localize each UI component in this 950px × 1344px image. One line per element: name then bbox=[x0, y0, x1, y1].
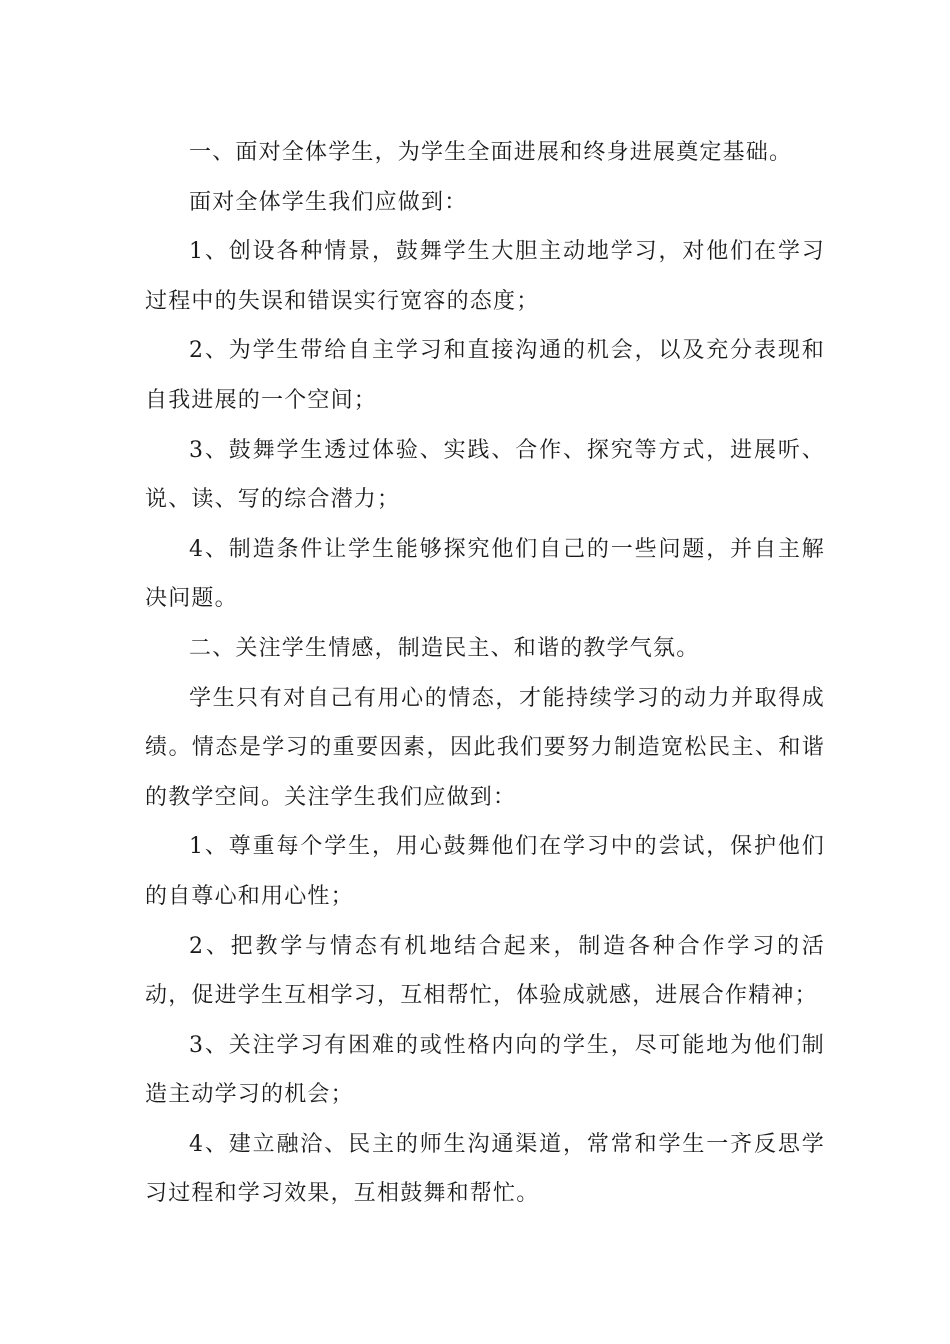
paragraph-heading-1: 一、面对全体学生，为学生全面进展和终身进展奠定基础。 bbox=[189, 140, 793, 165]
paragraph-item-2-3: 3、关注学习有困难的或性格内向的学生，尽可能地为他们制造主动学习的机会； bbox=[145, 1032, 825, 1108]
paragraph-intro-1: 面对全体学生我们应做到： bbox=[189, 189, 468, 215]
paragraph-item-1-1: 1、创设各种情景，鼓舞学生大胆主动地学习，对他们在学习过程中的失误和错误实行宽容的态度； bbox=[145, 239, 825, 314]
paragraph-item-2-2: 2、把教学与情态有机地结合起来，制造各种合作学习的活动，促进学生互相学习，互相帮忙，体验成就感，进展合作精神； bbox=[145, 933, 825, 1009]
paragraph-intro-2: 学生只有对自己有用心的情态，才能持续学习的动力并取得成绩。情态是学习的重要因素，因此我们要努力制造宽松民主、和谐的教学空间。关注学生我们应做到： bbox=[145, 685, 825, 810]
paragraph-item-2-1: 1、尊重每个学生，用心鼓舞他们在学习中的尝试，保护他们的自尊心和用心性； bbox=[145, 834, 825, 909]
document-body bbox=[145, 128, 825, 1219]
paragraph-item-1-4: 4、制造条件让学生能够探究他们自己的一些问题，并自主解决问题。 bbox=[145, 536, 825, 612]
paragraph-heading-2: 二、关注学生情感，制造民主、和谐的教学气氛。 bbox=[189, 635, 700, 661]
paragraph-item-1-3: 3、鼓舞学生透过体验、实践、合作、探究等方式，进展听、说、读、写的综合潜力； bbox=[145, 437, 825, 513]
paragraph-item-2-4: 4、建立融洽、民主的师生沟通渠道，常常和学生一齐反思学习过程和学习效果，互相鼓舞和帮忙。 bbox=[145, 1131, 825, 1207]
paragraph-item-1-2: 2、为学生带给自主学习和直接沟通的机会，以及充分表现和自我进展的一个空间； bbox=[145, 338, 825, 413]
